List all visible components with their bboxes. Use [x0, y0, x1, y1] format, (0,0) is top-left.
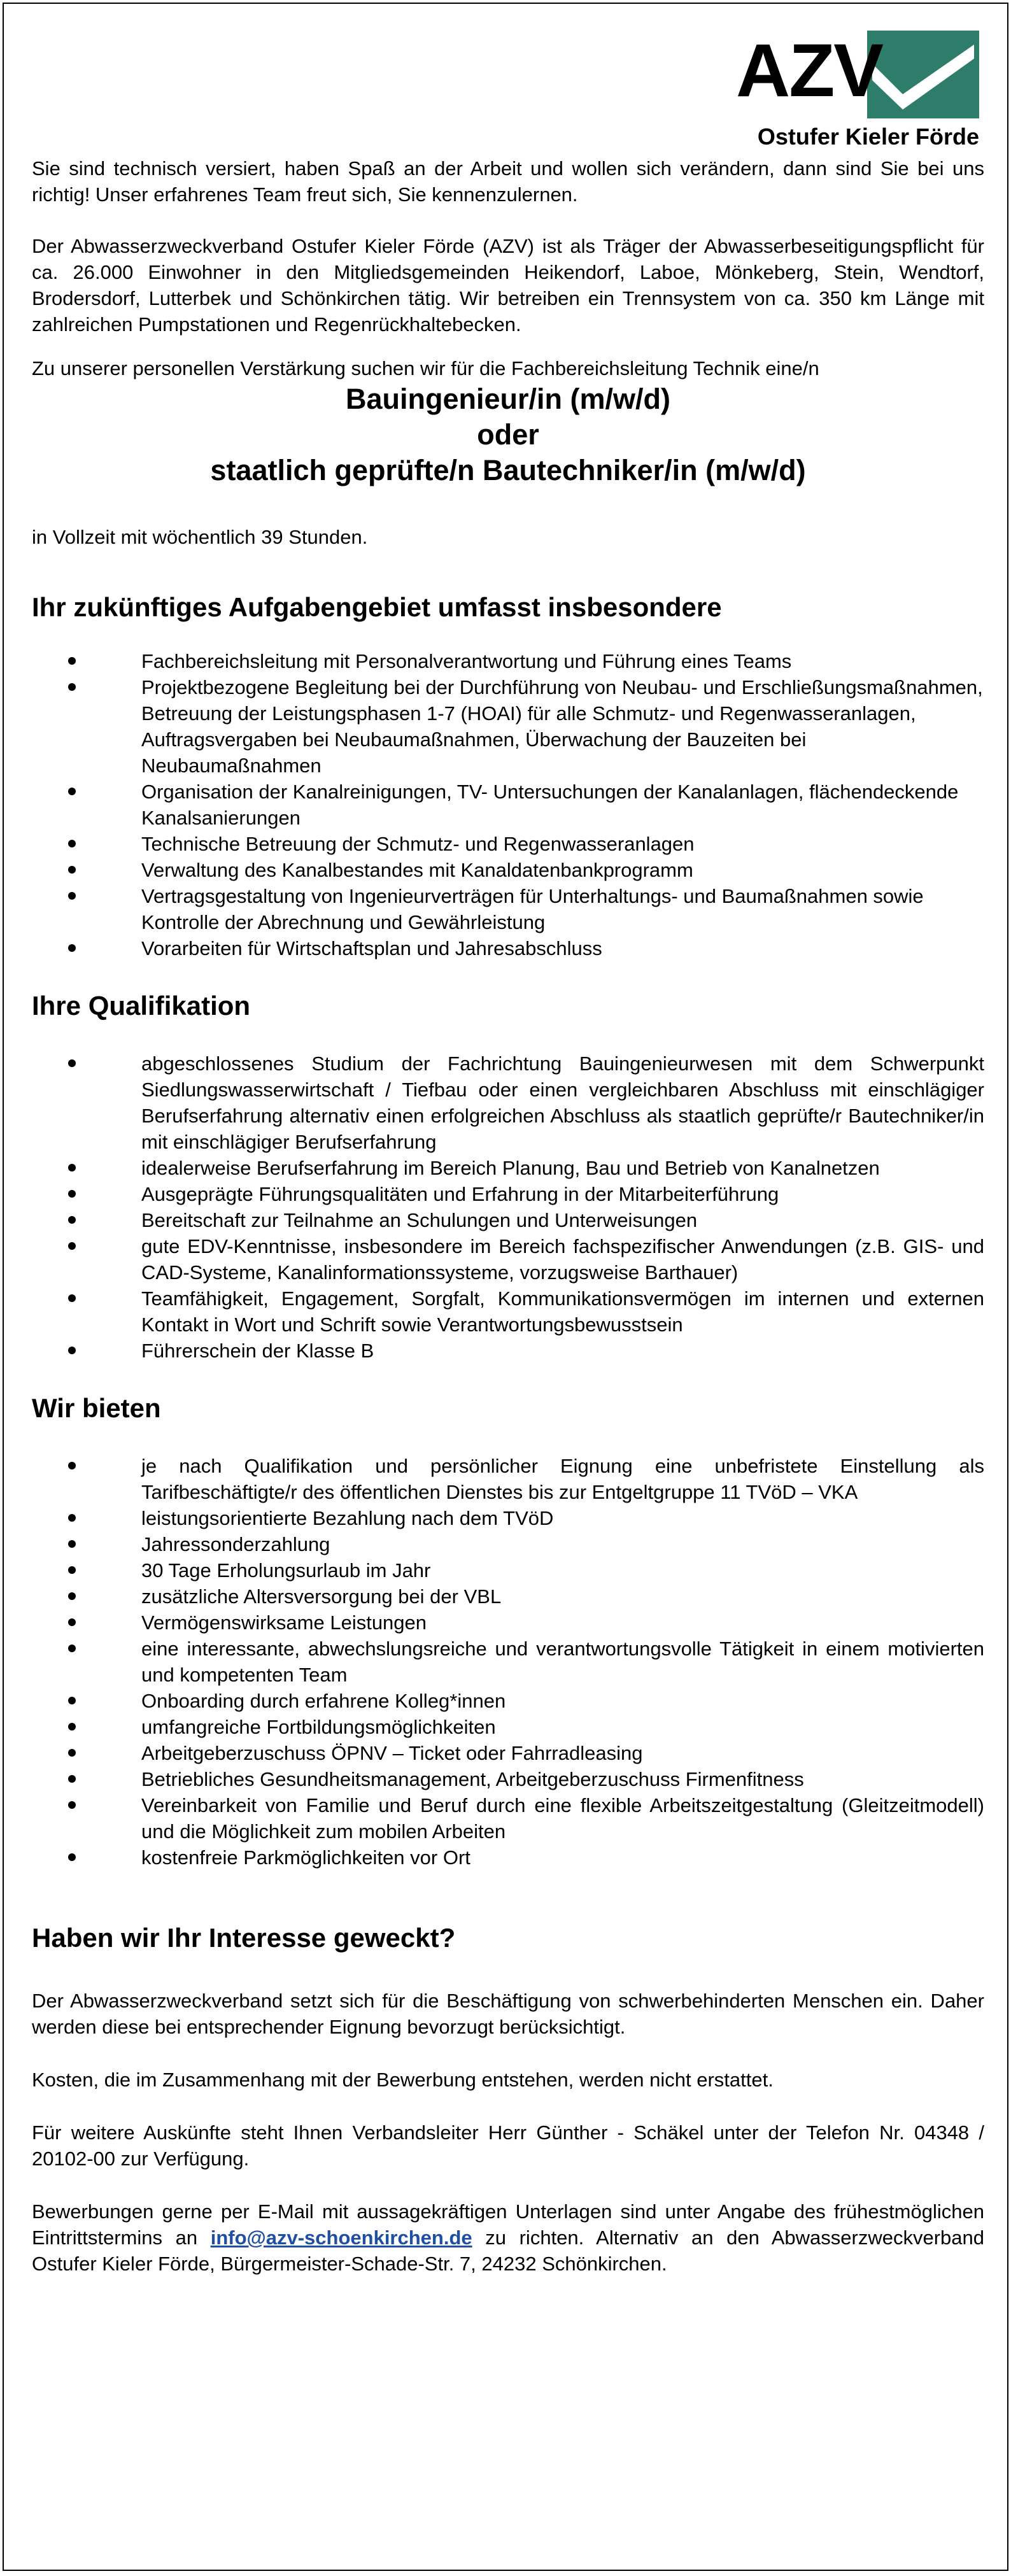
list-item: Arbeitgeberzuschuss ÖPNV – Ticket oder Fahrradleasing: [141, 1740, 984, 1766]
job-title-or: oder: [477, 418, 539, 451]
list-item: Ausgeprägte Führungsqualitäten und Erfahrung in der Mitarbeiterführung: [141, 1181, 984, 1207]
list-item: Verwaltung des Kanalbestandes mit Kanaldatenbankprogramm: [141, 857, 984, 883]
list-item: Bereitschaft zur Teilnahme an Schulungen und Unterweisungen: [141, 1207, 984, 1233]
bullet-icon: [68, 1723, 76, 1730]
list-item: Teamfähigkeit, Engagement, Sorgfalt, Kommunikationsvermögen im internen und externen Kontakt in Wort und Schrift sowie Verantwortungsbewusstsein: [141, 1285, 984, 1338]
bullet-icon: [68, 788, 76, 795]
ad-content: [32, 155, 984, 2277]
list-item: leistungsorientierte Bezahlung nach dem TVöD: [141, 1505, 984, 1531]
bullet-icon: [68, 1775, 76, 1783]
bullet-icon: [68, 1164, 76, 1171]
list-item: Betriebliches Gesundheitsmanagement, Arbeitgeberzuschuss Firmenfitness: [141, 1766, 984, 1792]
list-item: umfangreiche Fortbildungsmöglichkeiten: [141, 1714, 984, 1740]
bullet-icon: [68, 1059, 76, 1067]
bullet-icon: [68, 1514, 76, 1522]
bullet-icon: [68, 1540, 76, 1548]
bullet-icon: [68, 1592, 76, 1600]
organisation-paragraph: Der Abwasserzweckverband Ostufer Kieler Förde (AZV) ist als Träger der Abwasserbeseitigungspflicht für ca. 26.000 Einwohner in den Mitgliedsgemeinden Heikendorf, Laboe, Mönkeberg, Stein, Wendtorf, Brodersdorf, Lutterbek und Schönkirchen tätig. Wir betreiben ein Trennsystem von ca. 350 km Länge mit zahlreichen Pumpstationen und Regenrückhaltebecken.: [32, 235, 984, 336]
bullet-icon: [68, 1347, 76, 1354]
bullet-icon: [68, 1801, 76, 1809]
qualification-heading: Ihre Qualifikation: [32, 991, 251, 1021]
bullet-icon: [68, 866, 76, 874]
bullet-icon: [68, 1697, 76, 1704]
list-item: Vermögenswirksame Leistungen: [141, 1610, 984, 1636]
tasks-heading: Ihr zukünftiges Aufgabengebiet umfasst insbesondere: [32, 592, 722, 622]
qualification-list: [32, 1051, 984, 1364]
list-item: Organisation der Kanalreinigungen, TV- Untersuchungen der Kanalanlagen, flächendeckende Kanalsanierungen: [141, 779, 984, 831]
tasks-list: [32, 648, 984, 961]
list-item: eine interessante, abwechslungsreiche und verantwortungsvolle Tätigkeit in einem motivierten und kompetenten Team: [141, 1636, 984, 1688]
disability-note: Der Abwasserzweckverband setzt sich für die Beschäftigung von schwerbehinderten Menschen ein. Daher werden diese bei entsprechender Eignung bevorzugt berücksichtigt.: [32, 1990, 984, 2038]
list-item: zusätzliche Altersversorgung bei der VBL: [141, 1583, 984, 1610]
list-item: Jahressonderzahlung: [141, 1531, 984, 1557]
list-item: 30 Tage Erholungsurlaub im Jahr: [141, 1557, 984, 1583]
list-item: abgeschlossenes Studium der Fachrichtung Bauingenieurwesen mit dem Schwerpunkt Siedlungswasserwirtschaft / Tiefbau oder einen vergleichbaren Abschluss mit einschlägiger Berufserfahrung alternativ einen erfolgreichen Abschluss als staatlich geprüfte/r Bautechniker/in mit einschlägiger Berufserfahrung: [141, 1051, 984, 1155]
bullet-icon: [68, 1242, 76, 1250]
list-item: Vereinbarkeit von Familie und Beruf durch eine flexible Arbeitszeitgestaltung (Gleitzeitmodell) und die Möglichkeit zum mobilen Arbeiten: [141, 1792, 984, 1844]
email-link[interactable]: info@azv-schoenkirchen.de: [210, 2226, 472, 2249]
logo-wordmark: AZV: [736, 29, 882, 113]
bullet-icon: [68, 892, 76, 900]
application-note: Bewerbungen gerne per E-Mail mit aussagekräftigen Unterlagen sind unter Angabe des frühestmöglichen Eintrittstermins an info@azv-schoenkirchen.de zu richten. Alternativ an den Abwasserzweckverband Ostufer Kieler Förde, Bürgermeister-Schade-Str. 7, 24232 Schönkirchen.: [32, 2200, 984, 2275]
list-item: Führerschein der Klasse B: [141, 1338, 984, 1364]
bullet-icon: [68, 683, 76, 691]
logo-subtitle: Ostufer Kieler Förde: [757, 124, 979, 150]
bullet-icon: [68, 1618, 76, 1626]
azv-logo: [736, 31, 979, 152]
list-item: idealerweise Berufserfahrung im Bereich Planung, Bau und Betrieb von Kanalnetzen: [141, 1155, 984, 1181]
list-item: kostenfreie Parkmöglichkeiten vor Ort: [141, 1844, 984, 1871]
list-item: je nach Qualifikation und persönlicher Eignung eine unbefristete Einstellung als Tarifbeschäftigte/r des öffentlichen Dienstes bis zur Entgeltgruppe 11 TVöD – VKA: [141, 1453, 984, 1505]
bullet-icon: [68, 657, 76, 665]
list-item: gute EDV-Kenntnisse, insbesondere im Bereich fachspezifischer Anwendungen (z.B. GIS- und CAD-Systeme, Kanalinformationssysteme, vorzugsweise Barthauer): [141, 1233, 984, 1285]
interest-heading: Haben wir Ihr Interesse geweckt?: [32, 1923, 456, 1953]
intro-paragraph: Sie sind technisch versiert, haben Spaß an der Arbeit und wollen sich verändern, dann sind Sie bei uns richtig! Unser erfahrenes Team freut sich, Sie kennenzulernen.: [32, 157, 984, 206]
list-item: Vertragsgestaltung von Ingenieurverträgen für Unterhaltungs- und Baumaßnahmen sowie Kontrolle der Abrechnung und Gewährleistung: [141, 883, 984, 935]
bullet-icon: [68, 1462, 76, 1469]
vacancy-paragraph: Zu unserer personellen Verstärkung suchen wir für die Fachbereichsleitung Technik eine/n: [32, 357, 819, 379]
working-hours: in Vollzeit mit wöchentlich 39 Stunden.: [32, 526, 368, 548]
list-item: Projektbezogene Begleitung bei der Durchführung von Neubau- und Erschließungsmaßnahmen, Betreuung der Leistungsphasen 1-7 (HOAI) für alle Schmutz- und Regenwasseranlagen, Auftragsvergaben bei Neubaumaßnahmen, Überwachung der Bauzeiten bei Neubaumaßnahmen: [141, 674, 984, 779]
bullet-icon: [68, 840, 76, 847]
list-item: Vorarbeiten für Wirtschaftsplan und Jahresabschluss: [141, 935, 984, 961]
job-title-secondary: staatlich geprüfte/n Bautechniker/in (m/w/d): [210, 454, 806, 486]
list-item: Technische Betreuung der Schmutz- und Regenwasseranlagen: [141, 831, 984, 857]
costs-note: Kosten, die im Zusammenhang mit der Bewerbung entstehen, werden nicht erstattet.: [32, 2069, 774, 2091]
bullet-icon: [68, 1216, 76, 1224]
list-item: Onboarding durch erfahrene Kolleg*innen: [141, 1688, 984, 1714]
bullet-icon: [68, 1566, 76, 1574]
list-item: Fachbereichsleitung mit Personalverantwortung und Führung eines Teams: [141, 648, 984, 674]
offer-heading: Wir bieten: [32, 1393, 161, 1423]
offer-list: [32, 1453, 984, 1871]
bullet-icon: [68, 1749, 76, 1757]
bullet-icon: [68, 1190, 76, 1198]
job-title-primary: Bauingenieur/in (m/w/d): [345, 383, 670, 415]
bullet-icon: [68, 1853, 76, 1861]
bullet-icon: [68, 944, 76, 952]
contact-note: Für weitere Auskünfte steht Ihnen Verbandsleiter Herr Günther - Schäkel unter der Telefon Nr. 04348 / 20102-00 zur Verfügung.: [32, 2121, 984, 2170]
bullet-icon: [68, 1645, 76, 1652]
bullet-icon: [68, 1294, 76, 1302]
job-ad-page: [3, 3, 1008, 2571]
